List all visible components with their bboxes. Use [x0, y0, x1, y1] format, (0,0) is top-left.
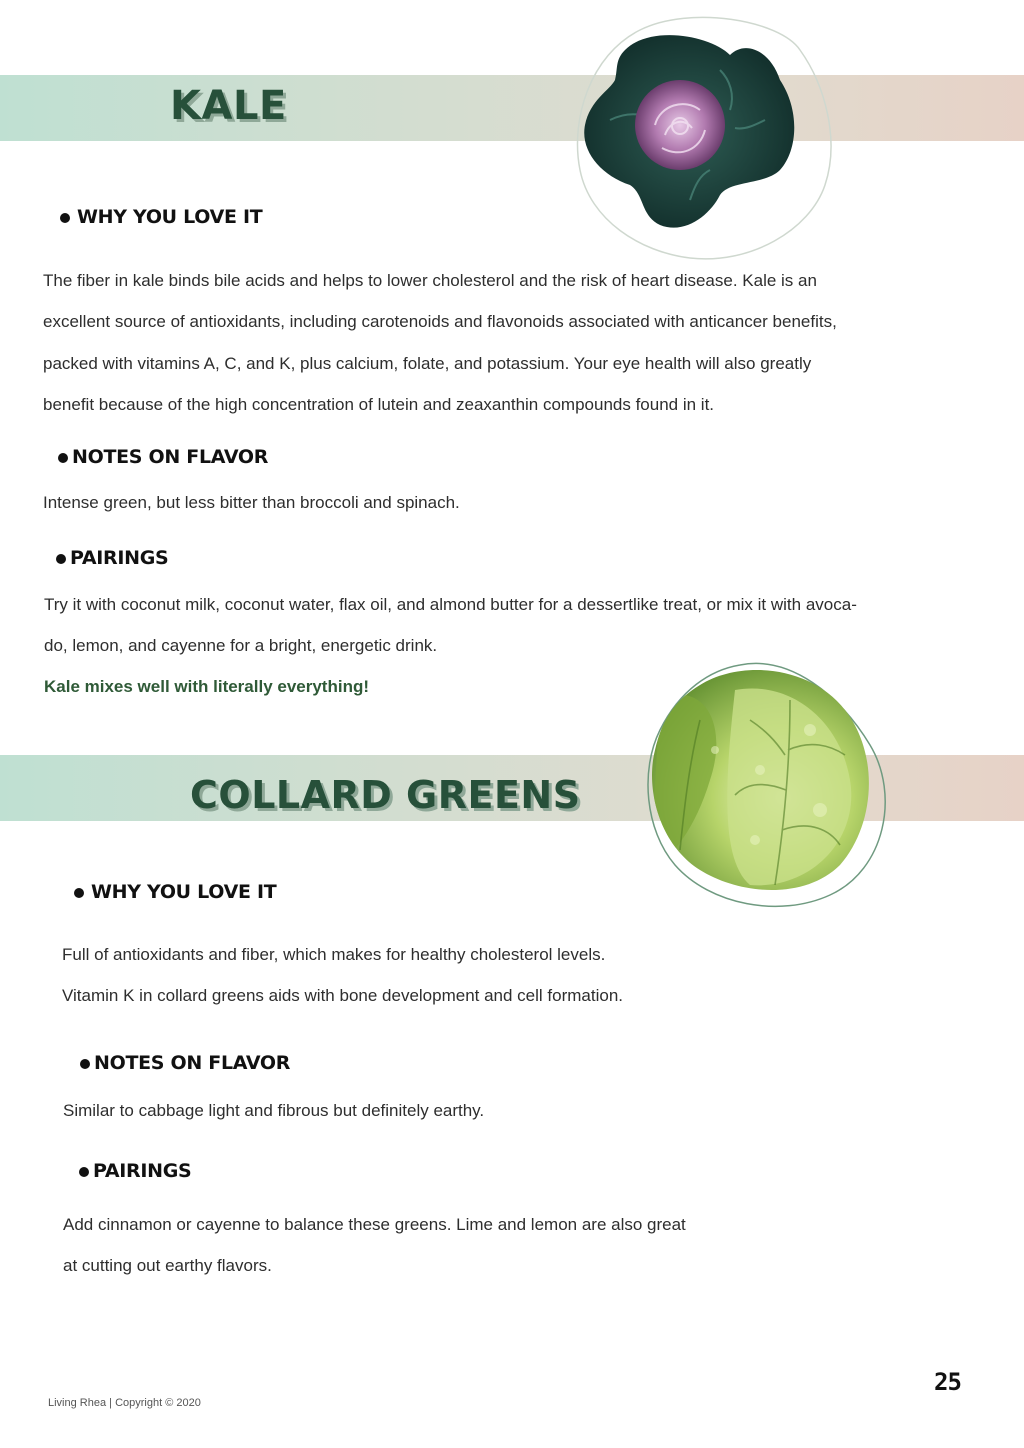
bullet-icon [74, 888, 84, 898]
collard-image [640, 660, 900, 910]
text-line: Add cinnamon or cayenne to balance these greens. Lime and lemon are also great [63, 1215, 686, 1234]
collard-pairings-heading [79, 1162, 191, 1181]
kale-image [570, 10, 840, 270]
collard-pairings-heading-label: PAIRINGS [93, 1160, 192, 1182]
text-line: benefit because of the high concentration of lutein and zeaxanthin compounds found in it. [43, 394, 715, 414]
text-line: do, lemon, and cayenne for a bright, energetic drink. [44, 636, 438, 656]
text-line: Try it with coconut milk, coconut water, flax oil, and almond butter for a dessertlike treat, or mix it with avoca- [44, 595, 857, 614]
text-line: excellent source of antioxidants, including carotenoids and flavonoids associated with anticancer benefits, [43, 312, 837, 332]
page-number: 25 [934, 1368, 961, 1396]
text-line: Full of antioxidants and fiber, which makes for healthy cholesterol levels. [62, 945, 606, 964]
kale-pairings-heading [56, 549, 168, 568]
kale-flavor-heading-label: NOTES ON FLAVOR [72, 446, 269, 468]
kale-pairings-heading-label: PAIRINGS [70, 547, 169, 569]
text-line: Vitamin K in collard greens aids with bone development and cell formation. [62, 986, 623, 1006]
collard-why-heading [74, 883, 276, 902]
kale-why-heading-label: WHY YOU LOVE IT [77, 206, 263, 228]
collard-why-heading-label: WHY YOU LOVE IT [91, 881, 277, 903]
kale-flavor-heading [58, 448, 268, 467]
kale-title: KALE [170, 83, 287, 129]
kale-tagline: Kale mixes well with literally everything! [44, 677, 370, 696]
kale-why-text [43, 260, 963, 425]
collard-title: COLLARD GREENS [190, 773, 581, 817]
bullet-icon [80, 1059, 90, 1069]
bullet-icon [60, 213, 70, 223]
collard-why-text [62, 934, 942, 1017]
collard-flavor-heading-label: NOTES ON FLAVOR [94, 1052, 291, 1074]
bullet-icon [58, 453, 68, 463]
footer-copyright: Living Rhea | Copyright © 2020 [48, 1397, 201, 1409]
text-line: packed with vitamins A, C, and K, plus calcium, folate, and potassium. Your eye health will also greatly [43, 353, 812, 373]
kale-flavor-text: Intense green, but less bitter than broccoli and spinach. [43, 493, 460, 512]
kale-why-heading [60, 208, 262, 227]
text-line: at cutting out earthy flavors. [63, 1256, 272, 1276]
bullet-icon [56, 554, 66, 564]
collard-flavor-text: Similar to cabbage light and fibrous but definitely earthy. [63, 1101, 485, 1120]
text-line: The fiber in kale binds bile acids and helps to lower cholesterol and the risk of heart disease. Kale is an [43, 271, 817, 290]
bullet-icon [79, 1167, 89, 1177]
collard-flavor-heading [80, 1054, 290, 1073]
kale-title-band [0, 75, 1024, 141]
collard-pairings-text [63, 1204, 943, 1287]
kale-pairings-text [44, 584, 964, 667]
